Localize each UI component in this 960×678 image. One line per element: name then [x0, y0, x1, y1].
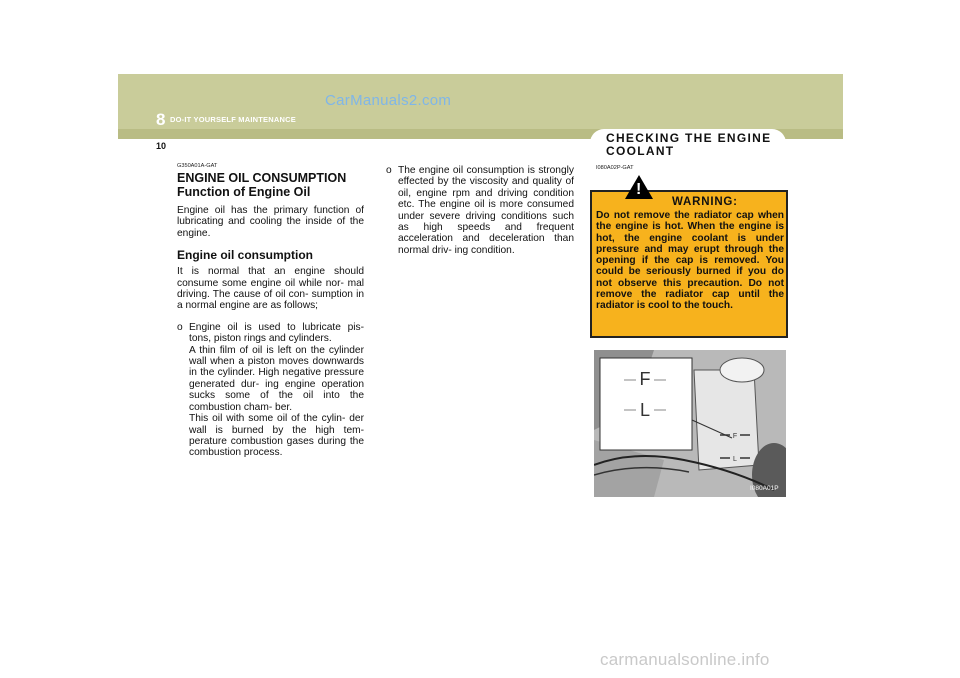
left-column — [177, 163, 364, 459]
page-number: 10 — [156, 141, 167, 151]
header-watermark[interactable]: CarManuals2.com — [325, 92, 452, 109]
middle-column — [386, 165, 574, 256]
bullet-mark: o — [177, 321, 183, 333]
paragraph-consumption: It is normal that an engine should consume some engine oil while nor- mal driving. The cause of oil con- sumption in a normal engine are as follows; — [177, 266, 364, 312]
bullet-viscosity — [386, 165, 574, 256]
figure-code: I080A01P — [750, 485, 779, 492]
small-full-mark: F — [732, 433, 738, 440]
chapter-title: DO-IT YOURSELF MAINTENANCE — [170, 115, 296, 124]
heading-function-of-engine-oil: Function of Engine Oil — [177, 185, 311, 199]
bullet-mark: o — [386, 165, 392, 176]
warning-title: WARNING: — [672, 196, 738, 208]
coolant-reservoir-figure — [594, 350, 786, 497]
bullet-part-2: A thin film of oil is left on the cylinder wall when a piston moves downwards in the cylinder. High negative pressure generated dur- ing engine operation sucks some of the oil into the combustion cham- ber. — [189, 344, 364, 413]
coolant-reservoir — [694, 370, 759, 470]
small-low-mark: L — [733, 456, 737, 463]
reservoir-cap — [720, 358, 764, 382]
section-code: G350A01A-GAT — [177, 163, 218, 169]
bullet-text: The engine oil consumption is strongly effected by the viscosity and quality of oil, engine rpm and driving condition etc. The engine oil is more consumed under severe driving conditions such as high speeds and frequent acceleration and deceleration than normal driv- ing condition. — [398, 165, 574, 256]
subheading-oil-consumption: Engine oil consumption — [177, 248, 313, 263]
heading-engine-oil-consumption: ENGINE OIL CONSUMPTION — [177, 171, 347, 185]
warning-exclamation-icon: ! — [636, 181, 642, 198]
chapter-number: 8 — [156, 110, 166, 129]
section-title: CHECKING THE ENGINE COOLANT — [606, 131, 772, 158]
bullet-lubricate — [177, 322, 364, 459]
warning-text: Do not remove the radiator cap when the engine is hot. When the engine is hot, the engine coolant is under pressure and may erupt through the opening if the cap is removed. You could be seriously burned if you do not observe this precaution. Do not remove the radiator cap until the radiator is cool to the touch. — [596, 210, 784, 312]
full-mark: F — [639, 369, 651, 389]
bullet-text — [189, 322, 364, 459]
bullet-part-1: Engine oil is used to lubricate pis- tons, piston rings and cylinders. — [189, 321, 364, 345]
bullet-part-3: This oil with some oil of the cylin- der wall is burned by the high tem- perature combustion gases during the combustion process. — [189, 413, 364, 459]
coolant-section-code: I080A02P-GAT — [596, 165, 634, 171]
low-mark: L — [639, 400, 651, 420]
paragraph-function: Engine oil has the primary function of lubricating and cooling the inside of the engine. — [177, 205, 364, 239]
footer-watermark[interactable]: carmanualsonline.info — [600, 650, 770, 669]
